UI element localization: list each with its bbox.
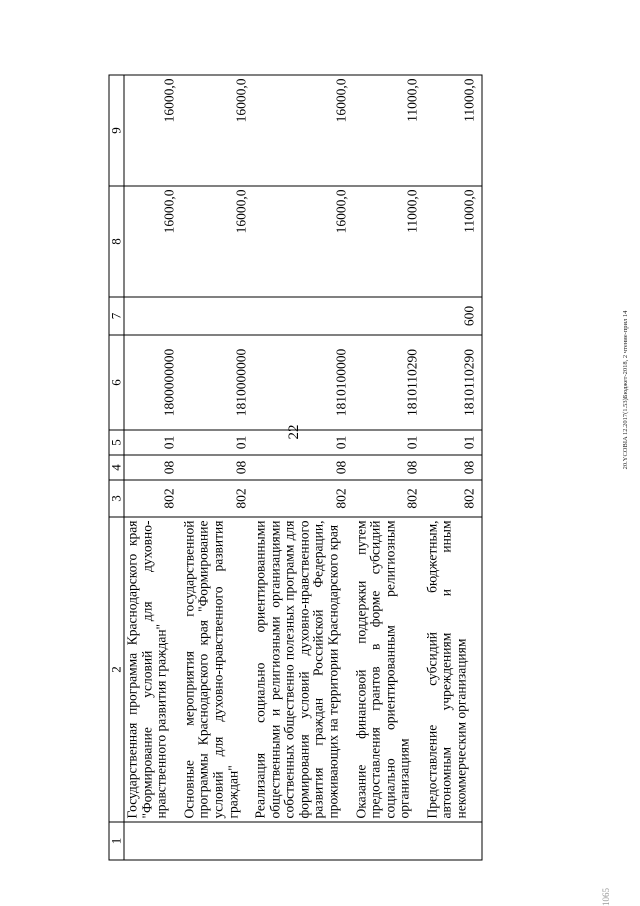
header-row [109,75,124,860]
col-header-1: 1 [109,822,124,860]
code-subsection: 01 [353,430,424,455]
amount-col8: 16000,0 [124,186,181,297]
code-expense-type [124,297,181,335]
amount-col9: 16000,0 [181,75,252,186]
code-ministry: 802 [424,480,481,517]
code-target: 1800000000 [124,335,181,430]
col-header-9: 9 [109,75,124,186]
amount-col9: 11000,0 [353,75,424,186]
amount-col8: 16000,0 [252,186,352,297]
table-row [124,75,181,860]
code-target: 1810000000 [181,335,252,430]
col-header-8: 8 [109,186,124,297]
row-number [124,822,181,860]
corner-mark: 1065 [601,888,611,906]
code-expense-type [181,297,252,335]
table-row [252,75,352,860]
code-subsection: 01 [424,430,481,455]
code-ministry: 802 [252,480,352,517]
row-name: Оказание финансовой поддержки путем предоставления грантов в форме субсидий социально ориентированным религиозным организациям [353,517,424,822]
col-header-6: 6 [109,335,124,430]
col-header-4: 4 [109,455,124,480]
code-target: 1810100000 [252,335,352,430]
row-number [252,822,352,860]
row-number [424,822,481,860]
code-target: 1810110290 [353,335,424,430]
code-subsection: 01 [124,430,181,455]
amount-col8: 11000,0 [353,186,424,297]
budget-table-rotated [108,76,558,861]
code-target: 1810110290 [424,335,481,430]
code-expense-type [252,297,352,335]
code-expense-type: 600 [424,297,481,335]
amount-col9: 11000,0 [424,75,481,186]
code-section: 08 [181,455,252,480]
col-header-7: 7 [109,297,124,335]
code-section: 08 [252,455,352,480]
code-ministry: 802 [353,480,424,517]
row-number [353,822,424,860]
col-header-5: 5 [109,430,124,455]
table-row [424,75,481,860]
amount-col9: 16000,0 [124,75,181,186]
row-name: Государственная программа Краснодарского края "Формирование условий для духовно-нравственного развития граждан" [124,517,181,822]
col-header-3: 3 [109,480,124,517]
code-ministry: 802 [181,480,252,517]
row-name: Реализация социально ориентированными общественными и религиозными организациями собственных общественно полезных программ для формирования условий духовно-нравственного развития граждан Российской Федерации, проживающих на территории Краснодарского края [252,517,352,822]
row-number [181,822,252,860]
footer-file-path: 20.YCOBIA 12.2017(1.53)Бюджет-2018, 2 чтение-прил 14 [622,310,629,470]
table-row [353,75,424,860]
code-ministry: 802 [124,480,181,517]
code-section: 08 [353,455,424,480]
budget-table [108,75,482,861]
code-subsection: 01 [181,430,252,455]
amount-col9: 16000,0 [252,75,352,186]
code-expense-type [353,297,424,335]
code-subsection: 01 [252,430,352,455]
row-name: Основные мероприятия государственной программы Краснодарского края "Формирование условий для духовно-нравственного развития граждан" [181,517,252,822]
code-section: 08 [424,455,481,480]
table-row [181,75,252,860]
code-section: 08 [124,455,181,480]
row-name: Предоставление субсидий бюджетным, автономным учреждениям и иным некоммерческим организациям [424,517,481,822]
amount-col8: 16000,0 [181,186,252,297]
amount-col8: 11000,0 [424,186,481,297]
col-header-2: 2 [109,517,124,822]
page-number: 22 [286,424,302,440]
